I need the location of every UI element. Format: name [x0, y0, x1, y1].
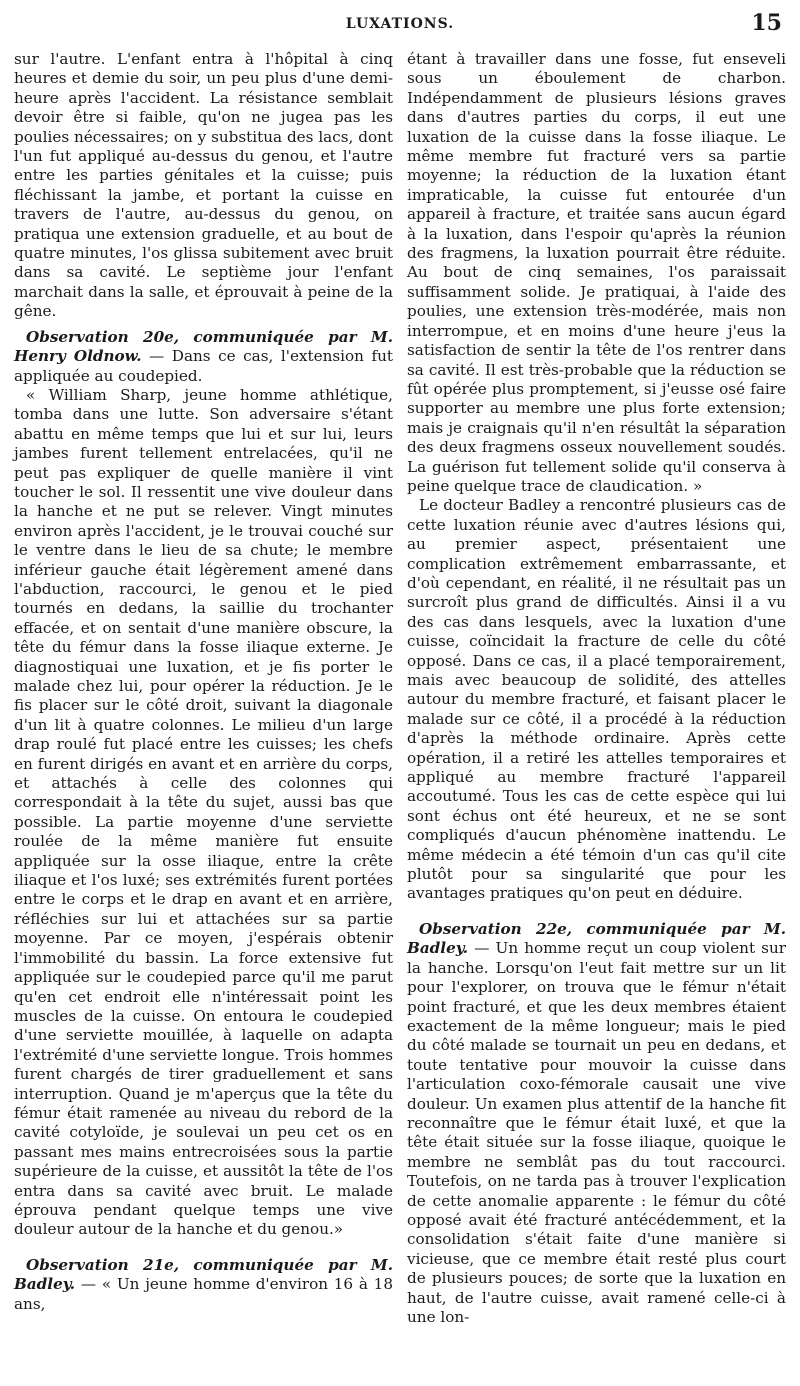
paragraph: étant à travailler dans une fosse, fut enseveli sous un éboulement de charbon. Indépendamment de plusieurs lésions graves dans d'autres parties du corps, il eut une luxation de la cuisse dans la fosse iliaque. Le même membre fut fracturé vers sa partie moyenne; la réduction de la luxation étant impraticable, la cuisse fut entourée d'un appareil à fracture, et traitée sans aucun égard à la luxation, dans l'espoir qu'après la réunion des fragmens, la luxation pourrait être réduite. Au bout de cinq semaines, l'os paraissait suffisamment solide. Je pratiquai, à l'aide des poulies, une extension très-modérée, mais non interrompue, et en moins d'une heure j'eus la satisfaction de sentir la tête de l'os rentrer dans sa cavité. Il est très-probable que la réduction se fût opérée plus promptement, si j'eusse osé faire supporter au membre une plus forte extension; mais je craignais qu'il n'en résultât la séparation des deux fragmens osseux nouvellement soudés. La guérison fut tellement solide qu'il conserva à peine quelque trace de claudication. »	[407, 50, 786, 495]
observation-intro: — « Un jeune homme d'environ 16 à 18 ans,	[14, 1275, 393, 1313]
running-head	[14, 10, 786, 44]
right-column	[407, 50, 786, 1327]
observation-heading: Observation 22e, communiquée par M. Badley.	[407, 919, 786, 958]
observation-21	[14, 1256, 393, 1314]
text-columns	[14, 50, 786, 1327]
observation-20	[14, 328, 393, 386]
observation-heading: Observation 20e, communiquée par M. Henry Oldnow.	[14, 327, 393, 366]
left-column	[14, 50, 393, 1327]
observation-22	[407, 920, 786, 1328]
observation-intro: — Dans ce cas, l'extension fut appliquée au coudepied.	[14, 347, 393, 385]
paragraph: « William Sharp, jeune homme athlétique, tomba dans une lutte. Son adversaire s'étant abattu en même temps que lui et sur lui, leurs jambes furent tellement entrelacées, qu'il ne peut pas expliquer de quelle manière il vint toucher le sol. Il ressentit une vive douleur dans la hanche et ne put se relever. Vingt minutes environ après l'accident, je le trouvai couché sur le ventre dans le lieu de sa chute; le membre inférieur gauche était légèrement amené dans l'abduction, raccourci, le genou et le pied tournés en dedans, la saillie du trochanter effacée, et on sentait d'une manière obscure, la tête du fémur dans la fosse iliaque externe. Je diagnostiquai une luxation, et je fis porter le malade chez lui, pour opérer la réduction. Je le fis placer sur le côté droit, suivant la diagonale d'un lit à quatre colonnes. Le milieu d'un large drap roulé fut placé entre les cuisses; les chefs en furent dirigés en avant et en arrière du corps, et attachés à celle des colonnes qui correspondait à la tête du sujet, aussi bas que possible. La partie moyenne d'une serviette roulée de la même manière fut ensuite appliquée sur la osse iliaque, entre la crête iliaque et l'os luxé; ses extrémités furent portées entre le corps et le drap en avant et en arrière, réfléchies sur lui et attachées sur sa partie moyenne. Par ce moyen, j'espérais obtenir l'immobilité du bassin. La force extensive fut appliquée sur le coudepied parce qu'il me parut qu'en cet endroit elle n'intéressait point les muscles de la cuisse. On entoura le coudepied d'une serviette mouillée, à laquelle on adapta l'extrémité d'une serviette longue. Trois hommes furent chargés de tirer graduellement et sans interruption. Quand je m'aperçus que la tête du fémur était ramenée au niveau du rebord de la cavité cotyloïde, je soulevai un peu cet os en passant mes mains entrecroisées sous la partie supérieure de la cuisse, et aussitôt la tête de l'os entra dans sa cavité avec bruit. Le malade éprouva pendant quelque temps une vive douleur autour de la hanche et du genou.»	[14, 385, 393, 1239]
observation-heading: Observation 21e, communiquée par M. Badley.	[14, 1255, 393, 1294]
page-number: 15	[751, 10, 782, 36]
running-title: LUXATIONS.	[345, 16, 455, 32]
paragraph: Le docteur Badley a rencontré plusieurs cas de cette luxation réunie avec d'autres lésions qui, au premier aspect, présentaient une complication extrêmement embarrassante, et d'où cependant, en réalité, il ne résultait pas un surcroît plus grand de difficultés. Ainsi il a vu des cas dans lesquels, avec la luxation d'une cuisse, coïncidait la fracture de celle du côté opposé. Dans ce cas, il a placé temporairement, mais avec beaucoup de solidité, des attelles autour du membre fracturé, et faisant placer le malade sur ce côté, il a procédé à la réduction d'après la méthode ordinaire. Après cette opération, il a retiré les attelles temporaires et appliqué au membre fracturé l'appareil accoutumé. Tous les cas de cette espèce qui lui sont échus ont été heureux, et ne se sont compliqués d'aucun phénomène inattendu. Le même médecin a été témoin d'un cas qu'il cite plutôt pour sa singularité que pour les avantages pratiques qu'on peut en déduire.	[407, 496, 786, 903]
paragraph: sur l'autre. L'enfant entra à l'hôpital à cinq heures et demie du soir, un peu plus d'une demi-heure après l'accident. La résistance semblait devoir être si faible, qu'on ne jugea pas les poulies nécessaires; on y substitua des lacs, dont l'un fut appliqué au-dessus du genou, et l'autre entre les parties génitales et la cuisse; puis fléchissant la jambe, et portant la cuisse en travers de l'autre, au-dessus du genou, on pratiqua une extension graduelle, et au bout de quatre minutes, l'os glissa subitement avec bruit dans sa cavité. Le septième jour l'enfant marchait dans la salle, et éprouvait à peine de la gêne.	[14, 50, 393, 321]
observation-body: — Un homme reçut un coup violent sur la hanche. Lorsqu'on l'eut fait mettre sur un lit pour l'explorer, on trouva que le fémur n'était point fracturé, et que les deux membres étaient exactement de la même longueur; mais le pied du côté malade se tournait un peu en dedans, et toute tentative pour mouvoir la cuisse dans l'articulation coxo-fémorale causait une vive douleur. Un examen plus attentif de la hanche fit reconnaître que le fémur était luxé, et que la tête était située sur la fosse iliaque, quoique le membre ne semblât pas du tout raccourci. Toutefois, on ne tarda pas à trouver l'explication de cette anomalie apparente : le fémur du côté opposé avait été fracturé antécédemment, et la consolidation s'était faite d'une manière si vicieuse, que ce membre était resté plus court de plusieurs pouces; de sorte que la luxation en haut, de l'autre cuisse, avait ramené celle-ci à une lon-	[407, 939, 786, 1326]
